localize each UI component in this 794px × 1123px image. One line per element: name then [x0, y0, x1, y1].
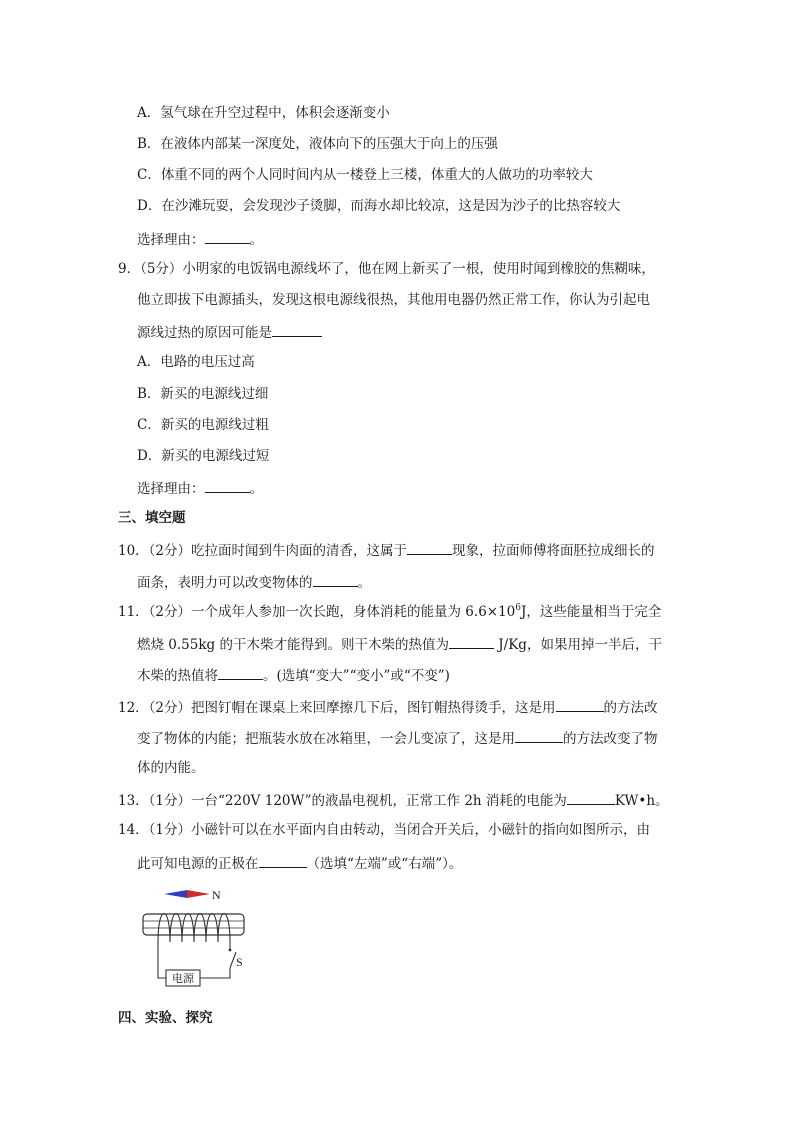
q13-line1	[118, 790, 669, 810]
q10-blank-2[interactable]	[313, 572, 358, 587]
wire-right-bottom	[200, 968, 230, 978]
section-3-title: 三、填空题	[118, 510, 186, 526]
switch-label-s: S	[236, 955, 243, 969]
q9-reason-end: 。	[249, 481, 263, 497]
q13-blank[interactable]	[567, 790, 615, 805]
q12-line2	[137, 728, 658, 748]
switch-contact	[229, 949, 232, 952]
q11-line3-text-a: 木柴的热值将	[137, 668, 218, 684]
q14-line1: 14．（1分）小磁针可以在水平面内自由转动，当闭合开关后，小磁针的指向如图所示，由	[118, 822, 651, 838]
q9-option-c: C．新买的电源线过粗	[137, 417, 269, 433]
solenoid-circuit-figure	[138, 884, 250, 992]
q12-line2-text-a: 变了物体的内能；把瓶装水放在冰箱里，一会儿变凉了，这是用	[137, 731, 515, 747]
q14-line2	[137, 853, 462, 873]
q9-stem-line3-text: 源线过热的原因可能是	[137, 325, 272, 341]
needle-label-n: N	[212, 888, 221, 902]
q11-line3	[137, 665, 450, 685]
q9-stem-line1: 9．（5分）小明家的电饭锅电源线坏了，他在网上新买了一根，使用时闻到橡胶的焦糊味，	[118, 261, 655, 277]
q9-reason-blank[interactable]	[205, 478, 250, 493]
q11-line2-text-a: 燃烧 0.55kg 的干木柴才能得到。则干木柴的热值为	[137, 637, 449, 653]
q11-exponent: 6	[515, 603, 522, 613]
q8-reason-blank[interactable]	[205, 229, 250, 244]
q13-line1-text-b: KW•h。	[614, 793, 669, 809]
q8-option-c: C．体重不同的两个人同时间内从一楼登上三楼，体重大的人做功的功率较大	[137, 167, 593, 183]
q11-blank-2[interactable]	[218, 665, 263, 680]
q10-line1-text-a: 10．（2分）吃拉面时闻到牛肉面的清香，这属于	[118, 543, 408, 559]
q9-reason-label: 选择理由：	[137, 481, 205, 497]
q12-blank-2[interactable]	[515, 728, 563, 743]
q12-line1	[118, 697, 658, 717]
q11-line3-text-b: 。(选填“变大”“变小”或“不变”)	[263, 668, 450, 684]
q9-option-d: D．新买的电源线过短	[137, 448, 270, 464]
q10-line2	[137, 572, 371, 592]
q11-line2	[137, 634, 662, 654]
wire-left	[158, 942, 166, 978]
q9-reason	[137, 478, 263, 498]
q12-line2-text-b: 的方法改变了物	[563, 731, 658, 747]
q12-line1-text-a: 12．（2分）把图钉帽在课桌上来回摩擦几下后，图钉帽热得烫手，这是用	[118, 700, 556, 716]
q14-line2-text-b: （选填“左端”或“右端”）。	[306, 856, 463, 872]
q8-reason	[137, 229, 263, 249]
q12-line3: 体的内能。	[137, 760, 205, 776]
q9-stem-line3	[137, 322, 322, 342]
q11-line1-text-b: J，这些能量相当于完全	[521, 604, 662, 620]
q8-option-d: D．在沙滩玩耍，会发现沙子烫脚，而海水却比较凉，这是因为沙子的比热容较大	[137, 198, 621, 214]
q11-blank-1[interactable]	[449, 634, 494, 649]
q11-line1	[118, 603, 661, 621]
power-source-label: 电源	[172, 972, 194, 985]
q11-line2-text-b: J/Kg，如果用掉一半后，干	[493, 637, 662, 653]
q12-blank-1[interactable]	[556, 697, 604, 712]
q8-reason-label: 选择理由：	[137, 232, 205, 248]
q9-answer-blank[interactable]	[272, 322, 322, 337]
q8-reason-end: 。	[249, 232, 263, 248]
q8-option-b: B．在液体内部某一深度处，液体向下的压强大于向上的压强	[137, 136, 498, 152]
q14-line2-text-a: 此可知电源的正极在	[137, 856, 259, 872]
q9-stem-line2: 他立即拔下电源插头，发现这根电源线很热，其他用电器仍然正常工作，你认为引起电	[137, 292, 650, 308]
compass-needle-red-half	[187, 890, 210, 898]
q10-line1	[118, 540, 655, 560]
q10-line2-text-b: 。	[357, 575, 371, 591]
q11-line1-text-a: 11．（2分）一个成年人参加一次长跑，身体消耗的能量为 6.6×10	[118, 604, 516, 620]
q10-blank-1[interactable]	[407, 540, 452, 555]
q14-blank[interactable]	[259, 853, 307, 868]
q10-line2-text-a: 面条，表明力可以改变物体的	[137, 575, 313, 591]
q9-option-a: A．电路的电压过高	[137, 354, 255, 370]
q10-line1-text-b: 现象，拉面师傅将面胚拉成细长的	[452, 543, 655, 559]
q8-option-a: A．氢气球在升空过程中，体积会逐渐变小	[137, 105, 390, 121]
q12-line1-text-b: 的方法改	[603, 700, 658, 716]
q13-line1-text-a: 13．（1分）一台“220V 120W”的液晶电视机，正常工作 2h 消耗的电能为	[118, 793, 567, 809]
q9-option-b: B．新买的电源线过细	[137, 386, 269, 402]
section-4-title: 四、实验、探究	[118, 1010, 213, 1026]
compass-needle-blue-half	[164, 890, 187, 898]
